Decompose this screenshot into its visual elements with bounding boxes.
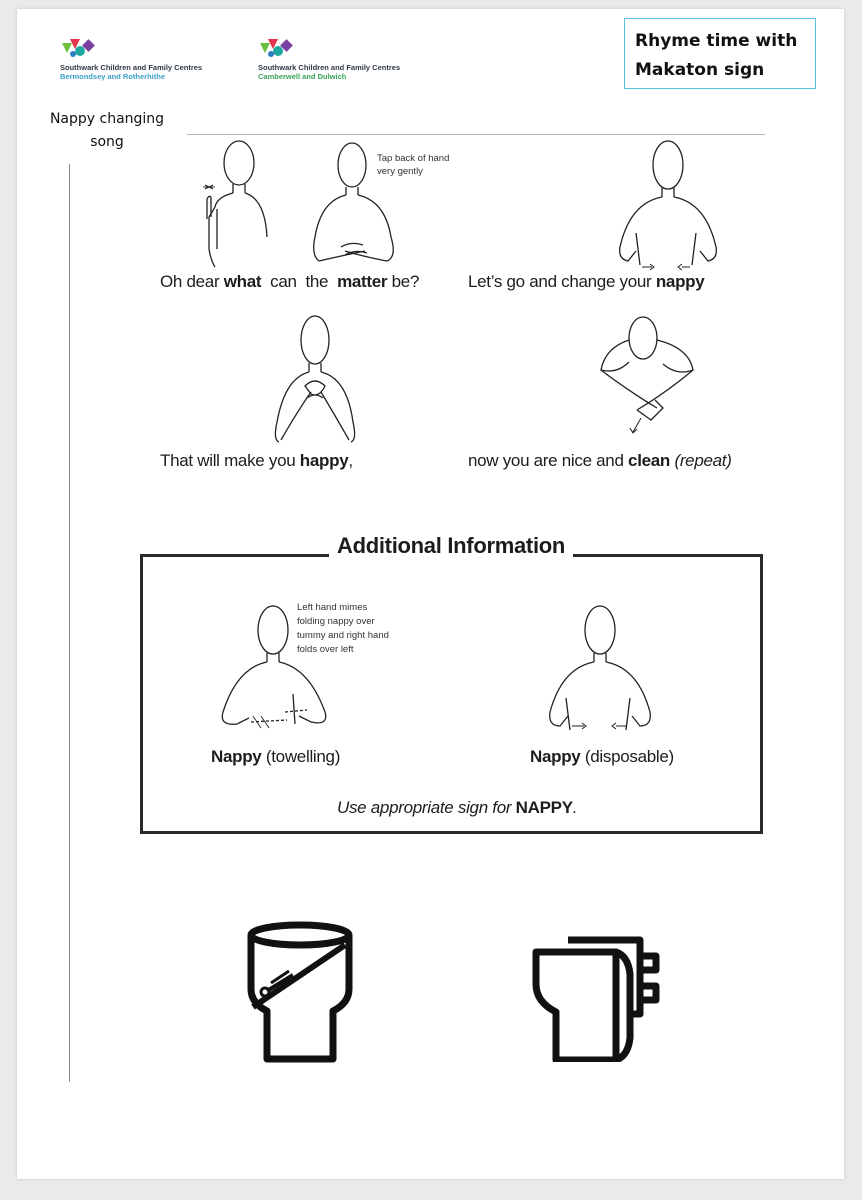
- sign-nappy-figure: [610, 137, 725, 272]
- song-title-line-1: Nappy changing: [49, 111, 165, 127]
- document-page: [17, 9, 844, 1179]
- sign-what-figure: [187, 137, 277, 269]
- lyric-keyword: what: [223, 272, 262, 291]
- logo-org-text: Southwark Children and Family Centres: [258, 63, 401, 72]
- lyric-line-2: [468, 272, 704, 292]
- lyric-keyword: nappy: [655, 272, 705, 291]
- logo-location-text: Camberwell and Dulwich: [258, 72, 347, 81]
- use-end: .: [572, 798, 578, 817]
- lyric-keyword: matter: [337, 272, 388, 291]
- lyric-repeat: (repeat): [670, 451, 732, 470]
- lyric-line-4: [468, 451, 732, 471]
- towelling-nappy-icon: [245, 921, 355, 1068]
- caption-keyword: Nappy: [530, 747, 581, 766]
- logo-shapes-icon: [258, 37, 298, 59]
- lyric-text: can the: [261, 272, 338, 291]
- towelling-note: Left hand mimes folding nappy over tummy and right hand folds over left: [297, 602, 389, 655]
- title-box: [624, 18, 816, 89]
- caption-text: (towelling): [261, 747, 341, 766]
- lyric-keyword: clean: [628, 451, 671, 470]
- lyric-text: Oh dear: [160, 272, 224, 291]
- caption-keyword: Nappy: [211, 747, 262, 766]
- caption-text: (disposable): [580, 747, 674, 766]
- tap-note-line-1: Tap back of hand: [377, 153, 450, 164]
- title-line-2: Makaton sign: [635, 60, 765, 80]
- disposable-nappy-icon: [532, 934, 667, 1067]
- logo-org-text: Southwark Children and Family Centres: [60, 63, 203, 72]
- additional-info-heading: Additional Information: [329, 533, 573, 559]
- sign-nappy-disposable-figure: [542, 602, 657, 737]
- lyric-text: be?: [387, 272, 420, 291]
- divider: [187, 134, 765, 135]
- logo-location-text: Bermondsey and Rotherhithe: [60, 72, 166, 81]
- use-keyword: NAPPY: [515, 798, 573, 817]
- lyric-text: ,: [348, 451, 353, 470]
- use-appropriate-sign: [337, 798, 577, 818]
- lyric-line-1: [160, 272, 419, 292]
- sign-clean-figure: [597, 312, 697, 437]
- sign-happy-figure: [267, 312, 367, 447]
- logo-shapes-icon: [60, 37, 100, 59]
- tap-note-line-2: very gently: [377, 166, 423, 177]
- margin-line: [69, 164, 70, 1082]
- lyric-text: That will make you: [160, 451, 300, 470]
- tap-note: [377, 152, 449, 178]
- song-title: [47, 108, 167, 154]
- use-text: Use appropriate sign for: [337, 798, 516, 817]
- lyric-text: Let’s go and change your: [468, 272, 656, 291]
- title-line-1: Rhyme time with: [635, 31, 798, 51]
- nappy-towelling-caption: [211, 747, 340, 767]
- nappy-disposable-caption: [530, 747, 674, 767]
- lyric-text: now you are nice and: [468, 451, 629, 470]
- song-title-line-2: song: [90, 134, 124, 150]
- lyric-line-3: [160, 451, 353, 471]
- lyric-keyword: happy: [299, 451, 349, 470]
